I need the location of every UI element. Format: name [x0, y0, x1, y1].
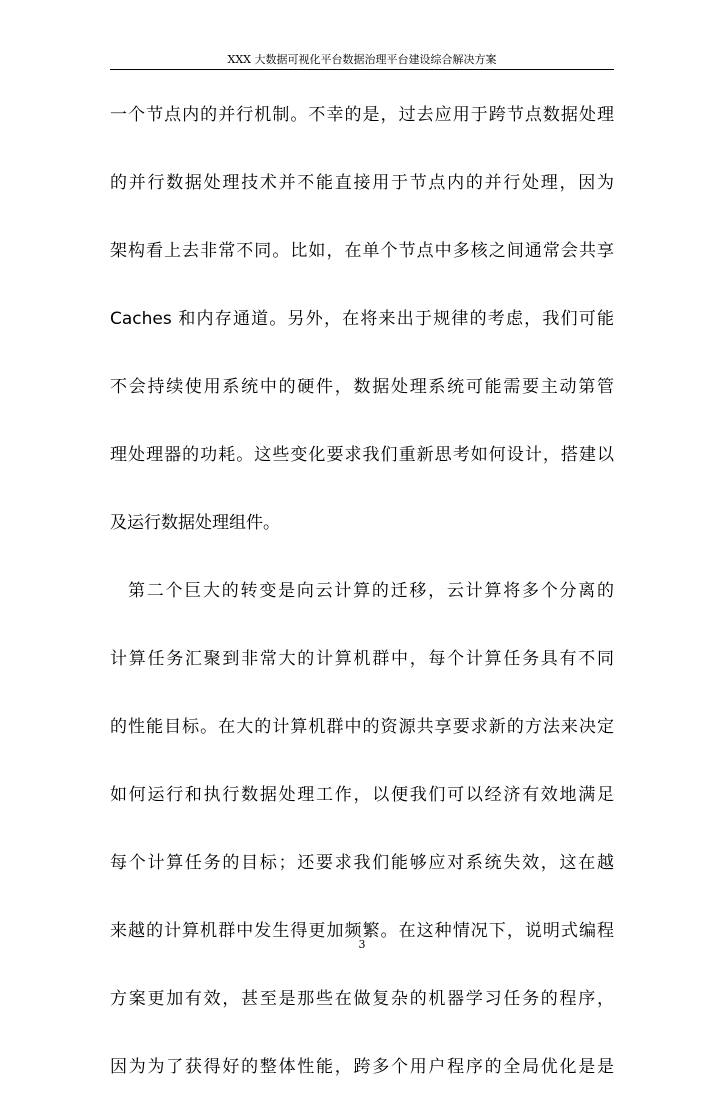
- paragraph-1-line-6: 理处理器的功耗。这些变化要求我们重新思考如何设计，搭建以: [110, 445, 614, 465]
- paragraph-1-line-3: 架构看上去非常不同。比如，在单个节点中多核之间通常会共享: [110, 241, 614, 261]
- paragraph-2-line-5: 每个计算任务的目标；还要求我们能够应对系统失效，这在越: [110, 853, 614, 873]
- paragraph-2-line-3: 的性能目标。在大的计算机群中的资源共享要求新的方法来决定: [110, 717, 614, 737]
- header-divider: [110, 69, 614, 70]
- body-text: [110, 98, 614, 1118]
- paragraph-2-line-2: 计算任务汇聚到非常大的计算机群中，每个计算任务具有不同: [110, 649, 614, 669]
- paragraph-2-line-8: 因为为了获得好的整体性能，跨多个用户程序的全局优化是是: [110, 1057, 614, 1077]
- page-number: 3: [358, 938, 366, 951]
- paragraph-2-line-4: 如何运行和执行数据处理工作，以便我们可以经济有效地满足: [110, 785, 614, 805]
- paragraph-2-line-6: 来越的计算机群中发生得更加频繁。在这种情况下，说明式编程: [110, 921, 614, 941]
- paragraph-1-line-2: 的并行数据处理技术并不能直接用于节点内的并行处理，因为: [110, 173, 614, 193]
- paragraph-2-line-7: 方案更加有效，甚至是那些在做复杂的机器学习任务的程序，: [110, 989, 614, 1009]
- paragraph-2-line-1: 第二个巨大的转变是向云计算的迁移，云计算将多个分离的: [128, 581, 614, 601]
- paragraph-1-line-7: 及运行数据处理组件。: [110, 513, 280, 533]
- page-header: XXX 大数据可视化平台数据治理平台建设综合解决方案: [227, 53, 497, 66]
- paragraph-1-line-5: 不会持续使用系统中的硬件，数据处理系统可能需要主动第管: [110, 377, 614, 397]
- paragraph-1-line-1: 一个节点内的并行机制。不幸的是，过去应用于跨节点数据处理: [110, 105, 614, 125]
- paragraph-1-line-4: Caches 和内存通道。另外，在将来出于规律的考虑，我们可能: [110, 309, 614, 329]
